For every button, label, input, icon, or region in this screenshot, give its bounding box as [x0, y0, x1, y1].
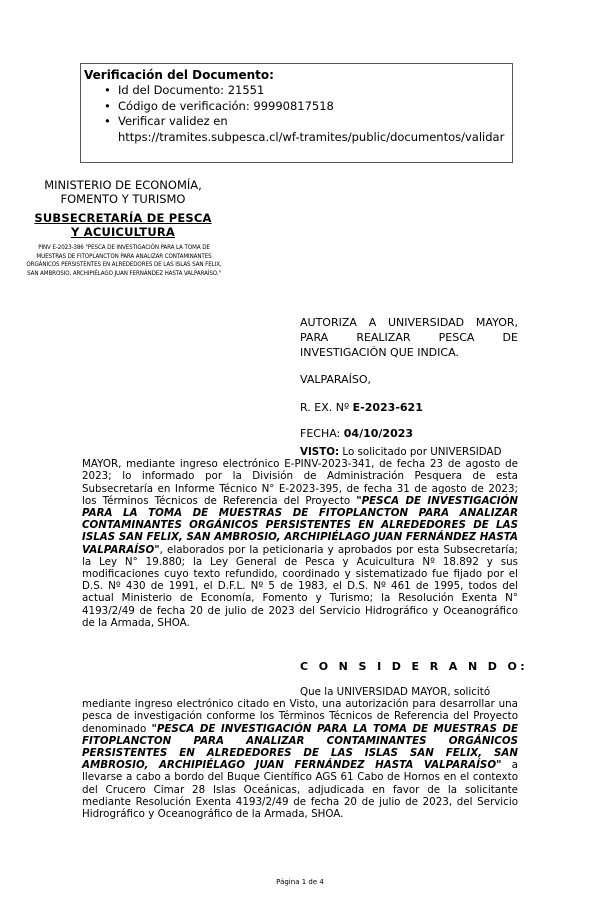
considerando-text: mediante ingreso electrónico citado en Visto, una autorización para desarrollar una pesca de investigación conforme los Términos Técnicos de Referencia del Proyecto denominado: [82, 698, 518, 735]
bullet-icon: •: [104, 114, 111, 128]
summary-word: AUTORIZA: [300, 316, 357, 329]
verification-list: [104, 83, 514, 145]
visto-label: VISTO:: [300, 446, 340, 458]
visto-text: Lo solicitado por UNIVERSIDAD: [339, 446, 502, 458]
resolution-date: [300, 427, 413, 440]
ministry-name: MINISTERIO DE ECONOMÍA, FOMENTO Y TURISMO: [44, 178, 202, 206]
visto-text: , elaborados por la peticionaria y aprobados por esta Subsecretaría; la Ley N° 19.880; la Ley General de Pesca y Acuicultura Nº 18.892 y sus modificaciones cuyo texto refundido, coordinado y sistematizado fue fijado por el D.S. Nº 430 de 1991, el D.F.L. Nº 5 de 1983, el D.S. Nº 461 de 1995, todos del actual Ministerio de Economía, Fomento y Turismo; la Resolución Exenta N° 4193/2/49 de fecha 20 de julio de 2023 del Servicio Hidrográfico y Oceanográfico de la Armada, SHOA.: [82, 543, 518, 629]
summary-word: PARA: [300, 331, 329, 344]
summary-word: MAYOR,: [475, 316, 518, 329]
summary-word: PESCA: [438, 331, 475, 344]
page-number: Página 1 de 4: [276, 878, 324, 886]
considerando-heading: C O N S I D E R A N D O:: [300, 660, 529, 673]
authorization-summary: [300, 315, 518, 360]
verification-code: Código de verificación: 99990817518: [118, 98, 334, 113]
summary-line: INVESTIGACIÓN QUE INDICA.: [300, 346, 459, 359]
considerando-first-line: Que la UNIVERSIDAD MAYOR, solicitó: [300, 686, 491, 698]
visto-paragraph: [82, 446, 518, 629]
summary-word: DE: [502, 331, 518, 344]
project-title: "PESCA DE INVESTIGACIÓN PARA LA TOMA DE MUESTRAS DE FITOPLANCTON PARA ANALIZAR CONTAMINANTES ORGÁNICOS PERSISTENTES EN ALREDEDORES DE LAS ISLAS SAN FELIX, SAN AMBROSIO, ARCHIPIÉLAGO JUAN FERNÁNDEZ HASTA VALPARAÍSO": [82, 494, 518, 556]
summary-word: A: [368, 316, 377, 329]
visto-text: MAYOR, mediante ingreso electrónico E-PINV-2023-341, de fecha 23 de agosto de 2023; lo informado por la División de Administración Pesquera de esta Subsecretaría en Informe Técnico N° E-2023-395, de fecha 31 de agosto de 2023; los Términos Técnicos de Referencia del Proyecto: [82, 458, 518, 507]
visto-first-line: [82, 446, 518, 458]
bullet-icon: •: [104, 98, 111, 113]
verification-title: Verificación del Documento:: [84, 68, 274, 82]
project-reference: PINV E-2023-386 "PESCA DE INVESTIGACIÓN PARA LA TOMA DE MUESTRAS DE FITOPLANCTON PARA ANALIZAR CONTAMINANTES ORGÁNICOS PERSISTENTES EN ALREDEDORES DE LAS ISLAS SAN FELIX, SAN AMBROSIO, ARCHIPIÉLAGO JUAN FERNÁNDEZ HASTA VALPARAÍSO.": [26, 244, 222, 277]
list-item: [104, 83, 514, 99]
verify-label: Verificar validez en: [118, 114, 228, 128]
project-title: "PESCA DE INVESTIGACIÓN PARA LA TOMA DE MUESTRAS DE FITOPLANCTON PARA ANALIZAR CONTAMINANTES ORGÁNICOS PERSISTENTES EN ALREDEDORES DE LAS ISLAS SAN FELIX, SAN AMBROSIO, ARCHIPIÉLAGO JUAN FERNÁNDEZ HASTA VALPARAÍSO": [82, 722, 518, 772]
bullet-icon: •: [104, 83, 111, 97]
place: VALPARAÍSO,: [300, 373, 372, 386]
considerando-text: a llevarse a cabo a bordo del Buque Científico AGS 61 Cabo de Hornos en el contexto del Crucero Cimar 28 Islas Oceánicas, adjudicada en favor de la solicitante mediante Resolución Exenta 4193/2/49 de fecha 20 de julio de 2023, del Servicio Hidrográfico y Oceanográfico de la Armada, SHOA.: [82, 759, 518, 821]
subsecretaria-name: SUBSECRETARÍA DE PESCA Y ACUICULTURA: [34, 211, 212, 239]
summary-word: UNIVERSIDAD: [388, 316, 465, 329]
list-item: [104, 114, 514, 145]
date-label: FECHA:: [300, 427, 344, 440]
date-value: 04/10/2023: [343, 427, 414, 440]
resolution-number: [300, 401, 423, 414]
verification-url-link[interactable]: https://tramites.subpesca.cl/wf-tramites/public/documentos/validar: [118, 129, 505, 144]
resolution-label: R. EX. Nº: [300, 401, 353, 414]
document-id: Id del Documento: 21551: [118, 83, 265, 97]
summary-word: REALIZAR: [356, 331, 411, 344]
resolution-value: E-2023-621: [352, 401, 423, 414]
considerando-paragraph: [82, 686, 518, 820]
list-item: [104, 99, 514, 115]
